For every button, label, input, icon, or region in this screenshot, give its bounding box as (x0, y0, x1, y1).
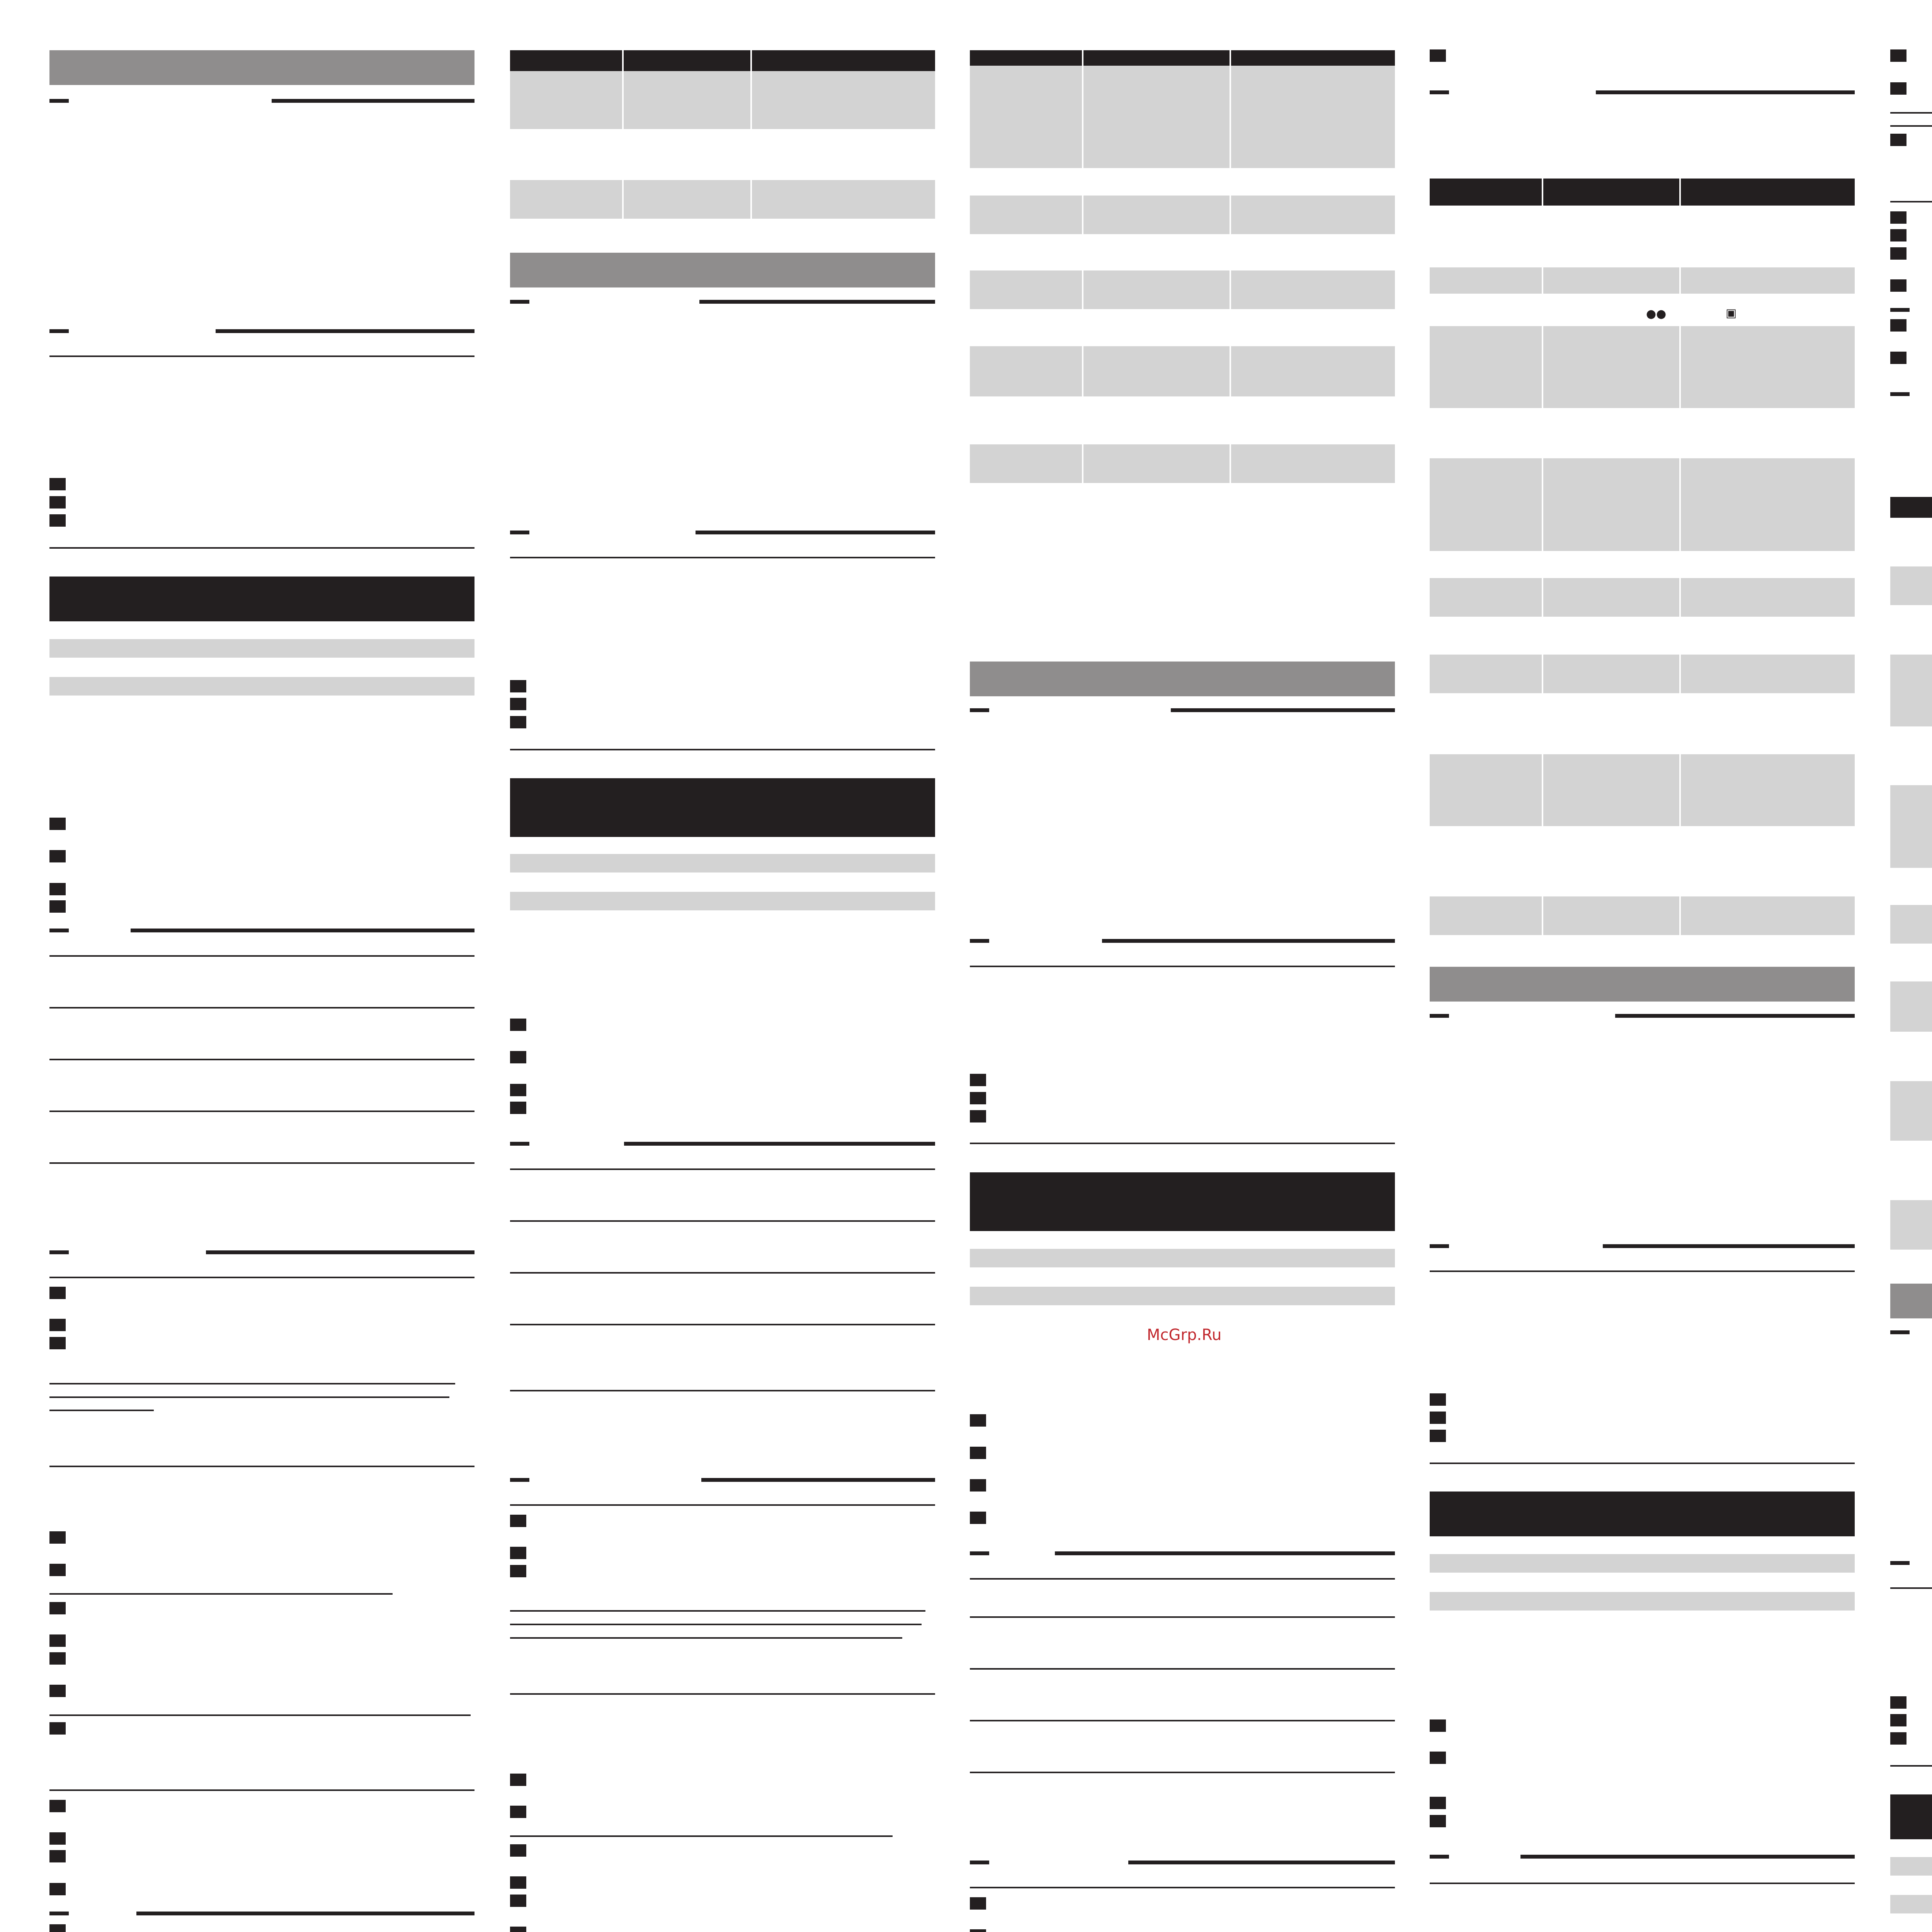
bullet-square (1890, 134, 1906, 146)
divider (1890, 1587, 1932, 1589)
table-row (1890, 566, 1932, 605)
subheading-marker (510, 1478, 529, 1482)
table-row (970, 346, 1395, 396)
subheading-marker (1430, 1244, 1449, 1248)
bullet-square (49, 1883, 66, 1895)
bullet-square (49, 496, 66, 509)
section-header-bar (1430, 967, 1855, 1002)
subheading-rule (206, 1250, 474, 1254)
bullet-square (1890, 82, 1906, 95)
bullet-square (1430, 1752, 1446, 1764)
bullet-square (49, 1531, 66, 1544)
bullet-square (1890, 49, 1906, 62)
subheading-marker (1890, 1561, 1910, 1565)
bullet-square (510, 698, 526, 710)
table-header-row (1430, 179, 1855, 206)
bullet-square (970, 1479, 986, 1492)
bullet-square (49, 900, 66, 913)
subtitle-bar (1430, 1554, 1855, 1573)
bullet-square (49, 1337, 66, 1349)
column-4 (1430, 0, 1855, 1932)
bullet-square (49, 1924, 66, 1932)
table-row (1430, 326, 1855, 408)
subheading-rule (1102, 939, 1395, 943)
table-header-row (1890, 497, 1932, 518)
column-2 (510, 0, 935, 1932)
spec-table (1890, 497, 1932, 1250)
bullet-square (510, 1565, 526, 1577)
subheading-marker (49, 329, 69, 333)
subheading-rule (1128, 1861, 1395, 1864)
bullet-square (510, 1102, 526, 1114)
subheading-marker (49, 99, 69, 103)
subheading-rule (131, 929, 474, 932)
subheading-rule (272, 99, 474, 103)
divider (510, 749, 935, 750)
subtitle-bar (1890, 1857, 1932, 1876)
bullet-square (510, 680, 526, 692)
bullet-square (49, 1850, 66, 1862)
table-row (1890, 981, 1932, 1032)
divider (1890, 1765, 1932, 1767)
section-header-bar (1890, 1284, 1932, 1318)
divider (510, 557, 935, 558)
divider (510, 1220, 935, 1222)
subheading-rule (624, 1142, 935, 1146)
subheading-rule (1055, 1551, 1395, 1555)
divider (49, 547, 474, 549)
bullet-square (1890, 247, 1906, 260)
table-row (1890, 785, 1932, 868)
subheading-marker (510, 531, 529, 534)
subheading-marker (1430, 1014, 1449, 1018)
divider (49, 1593, 393, 1595)
subtitle-bar (49, 639, 474, 658)
divider (510, 1637, 902, 1639)
subheading-rule (216, 329, 474, 333)
table-row (1430, 458, 1855, 551)
column-5 (1890, 0, 1932, 1932)
divider (510, 1624, 922, 1625)
language-title-bar (1890, 1794, 1932, 1839)
bullet-square (510, 1927, 526, 1932)
language-title-bar (510, 778, 935, 837)
table-row (1890, 1081, 1932, 1141)
divider (970, 1720, 1395, 1721)
divider (1430, 1270, 1855, 1272)
divider (49, 1162, 474, 1164)
bullet-square (510, 1515, 526, 1527)
table-row (970, 270, 1395, 309)
divider (49, 955, 474, 957)
table-row (1430, 655, 1855, 693)
bullet-square (1890, 279, 1906, 292)
cycling-icon: ●● (1646, 307, 1667, 321)
subtitle-bar (1430, 1592, 1855, 1611)
subheading-marker (1890, 308, 1910, 312)
divider (510, 1610, 925, 1612)
bullet-square (510, 1019, 526, 1031)
subheading-marker (1890, 1330, 1910, 1334)
bullet-square (1430, 1430, 1446, 1442)
bullet-square (1430, 1797, 1446, 1809)
subheading-rule (699, 300, 935, 304)
subheading-marker (1430, 1855, 1449, 1859)
divider (970, 1772, 1395, 1773)
divider (510, 1390, 935, 1391)
table-row (1430, 896, 1855, 935)
table-row (1430, 267, 1855, 294)
subheading-marker (49, 1250, 69, 1254)
table-header-row (510, 50, 935, 71)
subheading-marker (1430, 90, 1449, 94)
subheading-rule (1520, 1855, 1855, 1859)
subtitle-bar (510, 892, 935, 910)
subheading-rule (696, 531, 935, 534)
divider (49, 1396, 449, 1398)
spec-table (510, 50, 935, 219)
section-header-bar (510, 253, 935, 287)
subheading-marker (970, 1551, 989, 1555)
divider (510, 1504, 935, 1506)
bullet-square (49, 883, 66, 895)
table-row (510, 180, 935, 219)
table-row (1430, 754, 1855, 826)
subheading-rule (1596, 90, 1855, 94)
bullet-square (510, 1547, 526, 1559)
bullet-square (49, 1685, 66, 1697)
bullet-square (970, 1929, 986, 1932)
section-header-bar (49, 50, 474, 85)
divider (510, 1835, 893, 1837)
bullet-square (510, 1051, 526, 1063)
language-title-bar (1430, 1492, 1855, 1536)
table-row (1890, 655, 1932, 726)
divider (510, 1272, 935, 1274)
subtitle-bar (970, 1287, 1395, 1305)
column-1 (49, 0, 474, 1932)
bullet-square (510, 1774, 526, 1786)
bullet-square (49, 1287, 66, 1299)
divider (970, 966, 1395, 967)
bullet-square (1890, 211, 1906, 224)
bullet-square (49, 850, 66, 862)
divider (970, 1668, 1395, 1670)
section-header-bar (970, 662, 1395, 696)
divider (1890, 125, 1932, 127)
divider (970, 1616, 1395, 1618)
bullet-square (510, 1806, 526, 1818)
subheading-marker (510, 1142, 529, 1146)
bullet-square (1890, 1714, 1906, 1726)
divider (510, 1324, 935, 1325)
divider (49, 1714, 471, 1716)
bullet-square (49, 1722, 66, 1735)
divider (510, 1693, 935, 1695)
bullet-square (49, 1564, 66, 1576)
divider (1890, 112, 1932, 114)
bullet-square (1430, 1719, 1446, 1732)
bullet-square (1430, 49, 1446, 62)
subheading-marker (1890, 392, 1910, 396)
bullet-square (970, 1074, 986, 1086)
spec-table (970, 50, 1395, 483)
bullet-square (49, 1832, 66, 1845)
bullet-square (49, 1652, 66, 1665)
table-row (1430, 578, 1855, 617)
divider (49, 1059, 474, 1060)
bullet-square (970, 1447, 986, 1459)
bullet-square (49, 478, 66, 490)
table-row (970, 444, 1395, 483)
subtitle-bar (970, 1249, 1395, 1267)
subheading-rule (1603, 1244, 1855, 1248)
bullet-square (1430, 1412, 1446, 1424)
bullet-square (970, 1092, 986, 1104)
divider (49, 1789, 474, 1791)
subheading-marker (510, 300, 529, 304)
table-header-row (970, 50, 1395, 66)
divider (510, 1168, 935, 1170)
subheading-marker (49, 929, 69, 932)
bullet-square (1430, 1815, 1446, 1827)
language-title-bar (970, 1172, 1395, 1231)
subheading-marker (49, 1912, 69, 1915)
subheading-rule (136, 1912, 474, 1915)
bullet-square (970, 1897, 986, 1910)
subtitle-bar (1890, 1895, 1932, 1913)
subtitle-bar (510, 854, 935, 872)
bullet-square (510, 716, 526, 728)
divider (49, 1466, 474, 1467)
divider (49, 1383, 455, 1384)
subtitle-bar (49, 677, 474, 696)
bullet-square (510, 1895, 526, 1907)
bullet-square (510, 1844, 526, 1857)
divider (49, 1111, 474, 1112)
bullet-square (1890, 229, 1906, 242)
bullet-square (49, 818, 66, 830)
divider (1430, 1883, 1855, 1884)
subheading-rule (1171, 708, 1395, 712)
table-row (1890, 905, 1932, 944)
bullet-square (970, 1512, 986, 1524)
bullet-square (49, 1634, 66, 1647)
subheading-marker (970, 708, 989, 712)
divider (970, 1143, 1395, 1144)
table-row (510, 71, 935, 129)
bullet-square (510, 1084, 526, 1096)
helmet-icon: ▣ (1726, 306, 1737, 320)
table-row (970, 66, 1395, 168)
language-title-bar (49, 577, 474, 621)
bullet-square (49, 1319, 66, 1331)
subheading-marker (970, 939, 989, 943)
bullet-square (1890, 319, 1906, 332)
bullet-square (970, 1110, 986, 1122)
bullet-square (1890, 352, 1906, 364)
bullet-square (49, 1800, 66, 1812)
divider (49, 1410, 154, 1411)
divider (1430, 1463, 1855, 1464)
table-row (1890, 1200, 1932, 1250)
divider (1890, 201, 1932, 202)
subheading-rule (1615, 1014, 1855, 1018)
bullet-square (1890, 1696, 1906, 1709)
table-row (970, 196, 1395, 234)
column-3 (970, 0, 1395, 1932)
subheading-rule (701, 1478, 935, 1482)
divider (49, 355, 474, 357)
bullet-square (510, 1876, 526, 1889)
bullet-square (970, 1414, 986, 1427)
bullet-square (49, 514, 66, 527)
divider (49, 1007, 474, 1009)
divider (970, 1887, 1395, 1888)
bullet-square (1890, 1732, 1906, 1745)
bullet-square (1430, 1393, 1446, 1406)
divider (970, 1578, 1395, 1580)
watermark-text: McGrp.Ru (1147, 1326, 1222, 1344)
bullet-square (49, 1602, 66, 1614)
spec-table (1430, 179, 1855, 936)
subheading-marker (970, 1861, 989, 1864)
divider (49, 1277, 474, 1278)
